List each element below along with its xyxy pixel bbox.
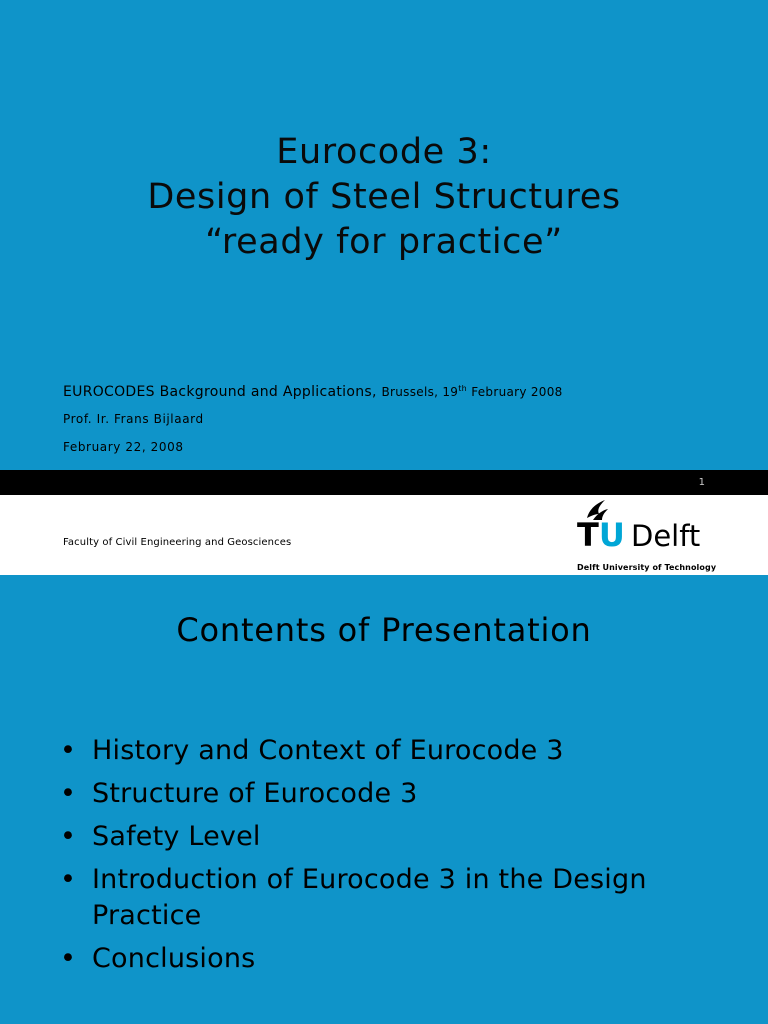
footer-black-bar [0, 470, 768, 495]
faculty-name: Faculty of Civil Engineering and Geosciences [63, 537, 292, 548]
list-item: • History and Context of Eurocode 3 [60, 733, 720, 769]
title-line-2: Design of Steel Structures [147, 177, 621, 217]
logo-tu-text [577, 516, 625, 554]
logo-u: U [598, 516, 625, 554]
bullet-icon: • [60, 778, 77, 809]
event-location: Brussels, 19th February 2008 [381, 384, 563, 399]
event-line [63, 384, 563, 400]
event-name: EUROCODES Background and Applications, [63, 384, 377, 400]
slide-1 [0, 0, 768, 470]
logo-subtitle: Delft University of Technology [577, 563, 717, 572]
slide-title [0, 130, 768, 265]
list-item: • Structure of Eurocode 3 [60, 776, 720, 812]
presentation-date: February 22, 2008 [63, 440, 184, 454]
contents-list [60, 733, 720, 984]
title-line-3: “ready for practice” [205, 222, 563, 262]
contents-title: Contents of Presentation [176, 611, 592, 649]
list-item: • Safety Level [60, 819, 720, 855]
bullet-icon: • [60, 864, 77, 895]
bullet-icon: • [60, 943, 77, 974]
bullet-icon: • [60, 821, 77, 852]
ordinal-superscript: th [458, 384, 468, 393]
list-item: • Introduction of Eurocode 3 in the Design Practice [60, 864, 647, 931]
page-number: 1 [698, 477, 705, 488]
bullet-icon: • [60, 735, 77, 766]
logo-delft-text: Delft [631, 519, 701, 553]
title-line-1: Eurocode 3: [276, 132, 492, 172]
logo-t: T [577, 516, 599, 554]
author-name: Prof. Ir. Frans Bijlaard [63, 412, 204, 426]
list-item: • Conclusions [60, 941, 720, 977]
